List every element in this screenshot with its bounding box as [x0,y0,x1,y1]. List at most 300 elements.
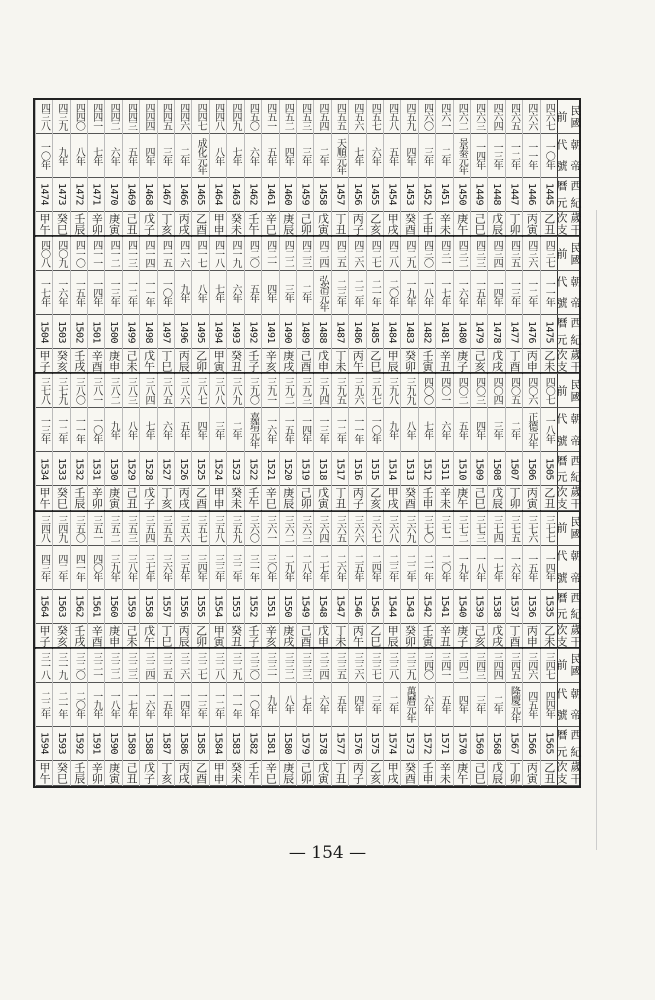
year-value: 1555 [195,595,207,618]
min-value: 四二四 [317,240,329,268]
reign-value: 八年 [404,420,416,439]
cell-year [245,590,261,624]
reign-value: 二五年 [351,553,363,581]
reign-value: 五年 [456,420,468,439]
year-value: 1461 [264,183,276,206]
year-value: 1491 [264,320,276,343]
gz-value: 丙申 [525,624,539,647]
year-value: 1522 [247,457,259,480]
cell-gz [349,212,365,237]
gz-value: 癸酉 [403,213,417,235]
cell-reign [158,271,174,315]
min-value: 四一九 [229,240,241,268]
cell-min [71,100,87,134]
cell-gz [88,486,104,511]
cell-reign [419,271,435,315]
reign-value: 一二年 [334,416,346,444]
cell-reign [105,271,121,315]
table-band [35,100,582,237]
reign-value: 一二年 [525,279,537,307]
gz-value: 戊寅 [316,761,330,784]
cell-min [71,374,87,408]
cell-year [314,178,330,212]
min-value: 三四〇 [421,651,433,679]
reign-value: 天順元年 [334,137,346,174]
year-column [331,649,348,786]
min-value: 四三四 [491,240,503,268]
min-value: 四五五 [334,103,346,130]
gz-value: 辛丑 [438,350,452,373]
cell-min [140,512,156,546]
cell-reign [71,271,87,315]
cell-min [401,512,417,546]
cell-min [506,649,522,683]
cell-min [419,100,435,134]
cell-min [523,237,539,271]
reign-value: 弘治元年 [317,274,329,311]
gz-value: 丁卯 [507,213,521,235]
gz-value: 癸巳 [55,761,69,784]
gz-value: 乙巳 [368,624,382,647]
cell-reign [436,546,452,590]
cell-gz [53,624,69,649]
cell-reign [210,408,226,452]
cell-year [262,452,278,486]
gz-value: 甲戌 [386,213,400,235]
year-column [470,100,487,235]
min-value: 三八六 [177,377,189,405]
year-value: 1489 [299,320,311,343]
gz-value: 庚戌 [281,624,295,647]
gz-value: 甲戌 [386,761,400,784]
reign-value: 九年 [264,695,276,714]
year-column [226,649,243,786]
reign-value: 一二年 [212,690,224,718]
gz-value: 癸巳 [55,487,69,510]
min-value: 四三六 [525,240,537,268]
year-column [87,374,104,509]
cell-gz [158,624,174,649]
cell-reign [384,408,400,452]
cell-gz [227,486,243,511]
year-column [331,100,348,235]
cell-gz [280,349,296,374]
gz-value: 丙午 [351,624,365,647]
cell-reign [419,134,435,178]
min-value: 三六七 [369,514,381,542]
reign-value: 一〇年 [369,416,381,444]
reign-value: 四年 [404,146,416,165]
year-value: 1546 [351,595,363,618]
gz-value: 辛亥 [264,350,278,373]
cell-min [401,649,417,683]
cell-year [71,178,87,212]
year-value: 1517 [334,457,346,480]
year-value: 1581 [264,732,276,755]
cell-year [88,590,104,624]
cell-gz [506,212,522,237]
year-value: 1583 [229,732,241,755]
year-column [226,100,243,235]
reign-value: 六年 [438,420,450,439]
cell-gz [53,349,69,374]
min-value: 三六五 [334,514,346,542]
cell-reign [280,134,296,178]
reign-value: 一〇年 [38,142,50,169]
cell-min [158,237,174,271]
reign-value: 九年 [108,420,120,439]
cell-min [71,237,87,271]
cell-min [314,374,330,408]
cell-reign [105,683,121,727]
cell-year [88,727,104,761]
cell-min [36,374,52,408]
cell-reign [314,271,330,315]
cell-min [384,237,400,271]
min-value: 三九五 [334,377,346,405]
min-value: 四五七 [369,103,381,130]
cell-min [245,512,261,546]
year-value: 1589 [125,732,137,755]
year-value: 1559 [125,595,137,618]
cell-gz [245,486,261,511]
cell-min [210,237,226,271]
reign-value: 五年 [177,420,189,439]
cell-year [332,178,348,212]
reign-value: 四年 [473,420,485,439]
cell-gz [227,761,243,786]
cell-min [523,512,539,546]
gz-value: 乙未 [542,624,556,647]
cell-reign [36,134,52,178]
reign-value: 四三年 [38,553,50,581]
reign-value: 一八年 [473,553,485,581]
min-value: 四四三 [125,103,137,130]
cell-gz [71,349,87,374]
cell-year [140,315,156,349]
cell-gz [53,761,69,786]
cell-reign [53,271,69,315]
min-value: 四一二 [108,240,120,268]
cell-reign [88,683,104,727]
year-column [70,237,87,372]
min-value: 三九三 [299,377,311,405]
reign-value: 三七年 [142,553,154,581]
year-column [348,237,365,372]
cell-gz [384,212,400,237]
reign-value: 一三年 [108,279,120,307]
cell-year [88,178,104,212]
year-value: 1460 [282,183,294,206]
reign-value: 二二年 [351,279,363,307]
year-column [209,237,226,372]
gz-value: 辛未 [438,761,452,784]
cell-year [488,315,504,349]
cell-reign [53,134,69,178]
year-value: 1528 [142,457,154,480]
cell-gz [245,624,261,649]
min-value: 三六四 [317,514,329,542]
header-cell [555,134,582,178]
reign-value: 一七年 [491,553,503,581]
min-value: 四六三 [473,103,485,130]
year-value: 1582 [247,732,259,755]
year-column [313,237,330,372]
year-value: 1526 [177,457,189,480]
reign-value: 三四年 [195,553,207,581]
gz-value: 己丑 [125,487,139,510]
cell-year [192,315,208,349]
min-value: 四四五 [160,103,172,130]
cell-year [419,590,435,624]
gz-value: 丙子 [351,487,365,510]
year-column [296,100,313,235]
cell-reign [297,408,313,452]
header-label: 朝代 [555,413,582,426]
gz-value: 甲申 [212,213,226,235]
min-value: 三二〇 [73,651,85,679]
gz-value: 戊戌 [490,350,504,373]
cell-min [367,237,383,271]
cell-reign [192,683,208,727]
year-column [505,100,522,235]
cell-year [454,727,470,761]
min-value: 四三二 [456,240,468,268]
cell-year [332,727,348,761]
cell-year [105,315,121,349]
cell-min [175,374,191,408]
cell-reign [541,271,557,315]
gz-value: 癸丑 [229,624,243,647]
cell-min [53,237,69,271]
gz-value: 丁亥 [159,487,173,510]
reign-value: 一八年 [421,279,433,307]
cell-reign [105,546,121,590]
min-value: 三四一 [438,651,450,679]
cell-year [123,590,139,624]
year-value: 1594 [38,732,50,755]
year-column [487,512,504,647]
reign-value: 九年 [177,283,189,302]
cell-min [454,649,470,683]
cell-min [262,374,278,408]
reign-value: 一四年 [90,279,102,307]
year-value: 1572 [421,732,433,755]
cell-min [105,100,121,134]
year-value: 1566 [525,732,537,755]
cell-gz [454,486,470,511]
cell-year [349,178,365,212]
cell-year [123,727,139,761]
year-column [35,237,52,372]
cell-gz [175,624,191,649]
reign-value: 九年 [55,146,67,165]
min-value: 四五三 [299,103,311,130]
year-column [540,237,557,372]
min-value: 四〇一 [438,377,450,405]
cell-reign [314,546,330,590]
cell-min [523,100,539,134]
year-column [418,374,435,509]
min-value: 四〇六 [525,377,537,405]
gz-value: 丁丑 [333,761,347,784]
gz-value: 己丑 [125,213,139,235]
cell-min [419,649,435,683]
cell-gz [436,761,452,786]
cell-min [227,649,243,683]
year-column [52,374,69,509]
cell-year [36,178,52,212]
year-value: 1579 [299,732,311,755]
year-value: 1577 [334,732,346,755]
gz-value: 甲申 [212,761,226,784]
min-value: 三七二 [456,514,468,542]
cell-reign [88,134,104,178]
reign-value: 五年 [125,146,137,165]
gz-value: 甲寅 [212,350,226,373]
cell-reign [523,134,539,178]
cell-reign [297,271,313,315]
header-label: 紀元 [555,196,582,209]
cell-min [454,237,470,271]
reign-value: 二二年 [404,553,416,581]
min-value: 四四二 [108,103,120,130]
cell-gz [123,761,139,786]
cell-gz [523,761,539,786]
min-value: 三七四 [491,514,503,542]
reign-value: 四年 [282,146,294,165]
cell-reign [280,546,296,590]
min-value: 四二五 [334,240,346,268]
cell-min [88,649,104,683]
cell-year [280,590,296,624]
cell-min [158,649,174,683]
year-value: 1467 [160,183,172,206]
gz-value: 丙子 [351,761,365,784]
min-value: 三六六 [351,514,363,542]
gz-value: 丙戌 [177,487,191,510]
cell-year [436,590,452,624]
cell-gz [71,624,87,649]
cell-reign [401,408,417,452]
year-column [296,374,313,509]
year-value: 1552 [247,595,259,618]
min-value: 四六七 [543,103,555,130]
reign-value: 一一年 [142,279,154,307]
cell-gz [541,761,557,786]
reign-value: 三年 [282,283,294,302]
year-column [383,649,400,786]
cell-year [297,727,313,761]
cell-year [384,178,400,212]
cell-year [297,315,313,349]
reign-value: 四二年 [55,553,67,581]
reign-value: 一三年 [317,416,329,444]
min-value: 四〇二 [456,377,468,405]
year-value: 1452 [421,183,433,206]
cell-year [105,452,121,486]
cell-min [140,649,156,683]
cell-min [245,100,261,134]
cell-reign [436,271,452,315]
cell-reign [454,134,470,178]
year-value: 1446 [525,183,537,206]
cell-gz [419,212,435,237]
cell-year [192,727,208,761]
gz-value: 辛卯 [90,761,104,784]
reign-value: 一六年 [142,690,154,718]
cell-year [349,590,365,624]
gz-value: 辛未 [438,213,452,235]
cell-gz [227,212,243,237]
cell-min [419,237,435,271]
year-value: 1540 [456,595,468,618]
cell-min [88,512,104,546]
cell-gz [123,624,139,649]
min-value: 四五九 [404,103,416,130]
cell-min [280,512,296,546]
cell-gz [297,349,313,374]
reign-value: 一三年 [491,142,503,169]
gz-value: 辛亥 [264,624,278,647]
min-value: 三九九 [404,377,416,405]
year-column [313,512,330,647]
header-label: 民國前 [555,516,582,541]
cell-year [158,315,174,349]
cell-min [210,512,226,546]
cell-gz [140,624,156,649]
gz-value: 丁酉 [507,350,521,373]
cell-min [158,512,174,546]
year-column [470,374,487,509]
gz-value: 甲辰 [386,624,400,647]
year-column [35,649,52,786]
cell-gz [471,212,487,237]
reign-value: 一三年 [508,279,520,307]
cell-gz [280,761,296,786]
cell-year [471,727,487,761]
reign-value: 八年 [73,146,85,165]
year-value: 1454 [386,183,398,206]
year-column [522,100,539,235]
cell-year [105,178,121,212]
gz-value: 丙子 [351,213,365,235]
gz-value: 乙酉 [194,213,208,235]
reign-value: 七年 [299,695,311,714]
cell-min [158,374,174,408]
cell-min [140,100,156,134]
cell-min [123,374,139,408]
gz-value: 丁巳 [159,350,173,373]
reign-value: 二三年 [334,279,346,307]
cell-reign [314,683,330,727]
cell-gz [210,349,226,374]
min-value: 三六三 [299,514,311,542]
cell-year [227,590,243,624]
reign-value: 一一年 [543,279,555,307]
gz-value: 己巳 [473,213,487,235]
year-value: 1494 [212,320,224,343]
reign-value: 六年 [317,695,329,714]
gz-value: 丙申 [525,350,539,373]
reign-value: 七年 [421,420,433,439]
header-cell [555,512,582,546]
year-value: 1592 [73,732,85,755]
cell-min [436,512,452,546]
cell-reign [349,134,365,178]
cell-min [454,100,470,134]
cell-gz [488,761,504,786]
